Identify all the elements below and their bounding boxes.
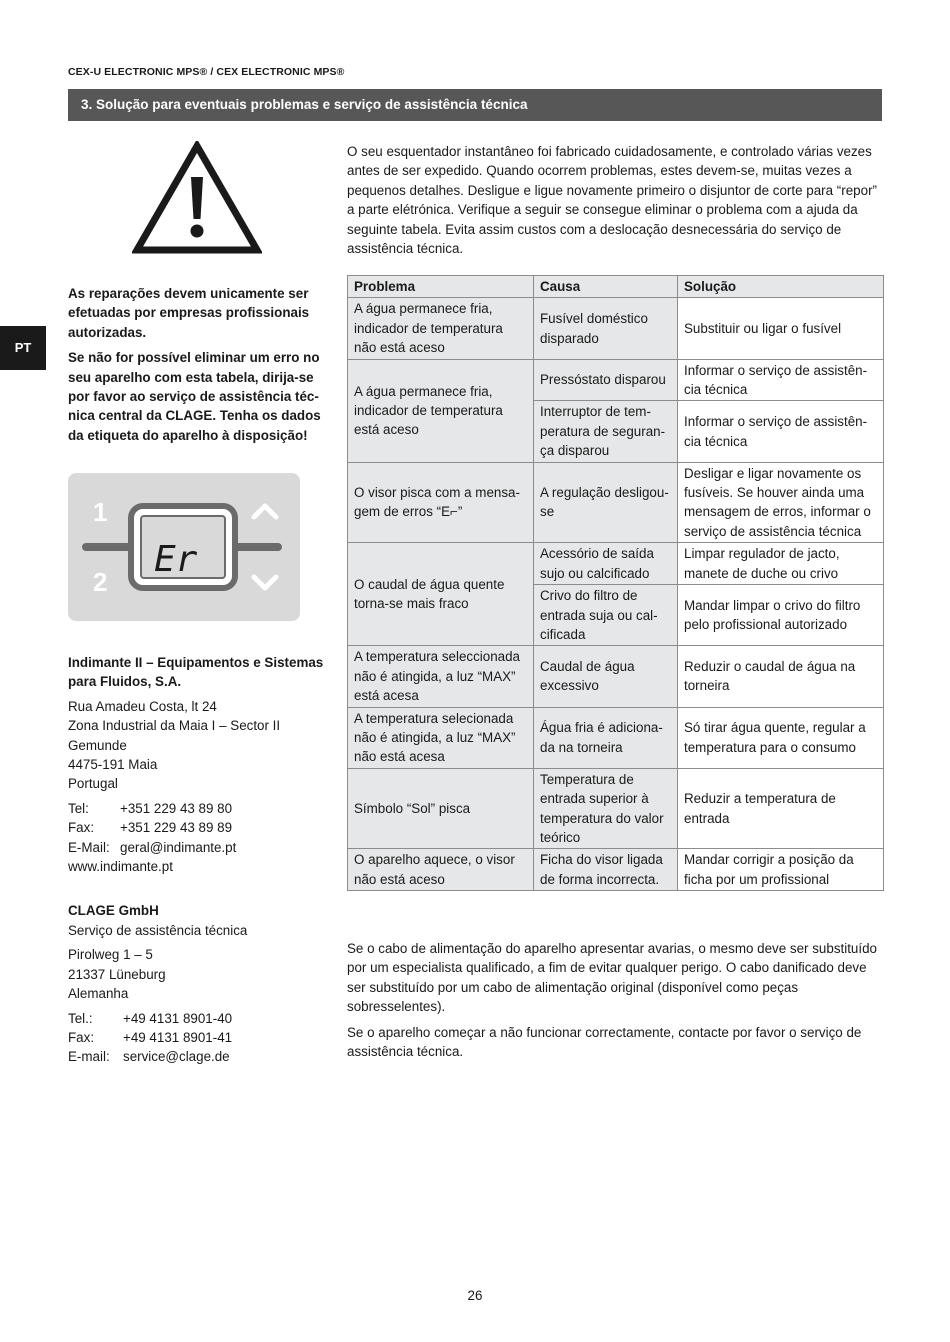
cause-cell: Temperatura de entrada superior à temperatura do valor teórico — [534, 768, 678, 849]
device-display-illustration — [68, 473, 300, 621]
cause-cell: Água fria é adicionada na torneira — [534, 707, 678, 768]
email-value: service@clage.de — [123, 1049, 230, 1065]
contact-pt-details — [68, 799, 338, 877]
repair-warning-p2: Se não for possível eliminar um erro no seu aparelho com esta tabela, dirija-se por favor ao serviço de assistência técnica central da CLAGE. Tenha os dados da etiqueta do aparelho à disposição! — [68, 350, 321, 443]
tel-label: Tel: — [68, 800, 89, 816]
contact-de-address — [68, 945, 338, 1003]
solution-cell: Limpar regulador de jacto, manete de duche ou crivo — [678, 543, 884, 585]
table-row — [348, 359, 884, 401]
power-cable-note: Se o cabo de alimentação do aparelho apresentar avarias, o mesmo deve ser substituído por um especialista qualificado, a fim de evitar qualquer perigo. O cabo danificado deve ser substituído por um cabo de alimentação original (disponível como peças sobresselentes). — [347, 941, 877, 1015]
display-error-code: Er — [154, 539, 198, 580]
contact-pt-name: Indimante II – Equipamentos e Sistemas para Fluidos, S.A. — [68, 655, 324, 690]
email-label: E-mail: — [68, 1049, 110, 1065]
address-line: Portugal — [68, 776, 118, 792]
problem-cell: A água permanece fria, indicador de temperatura não está aceso — [348, 298, 534, 359]
table-header-cause: Causa — [534, 276, 678, 298]
tel-value: +351 229 43 89 80 — [120, 800, 233, 816]
solution-cell: Reduzir o caudal de água na torneira — [678, 646, 884, 707]
table-row — [348, 768, 884, 849]
section-title: 3. Solução para eventuais problemas e serviço de assistência técnica — [68, 89, 882, 121]
problem-cell: A temperatura seleccionada não é atingida, a luz “MAX” está acesa — [348, 646, 534, 707]
cause-cell: Acessório de saída sujo ou calcificado — [534, 543, 678, 585]
table-row — [348, 707, 884, 768]
problem-cell: Símbolo “Sol” pisca — [348, 768, 534, 849]
troubleshooting-table — [347, 275, 884, 891]
contact-de-details — [68, 1009, 338, 1067]
address-line: Zona Industrial da Maia I – Sector II — [68, 718, 281, 734]
after-table-notes — [347, 939, 883, 1067]
address-line: 21337 Lüneburg — [68, 966, 166, 982]
solution-cell: Substituir ou ligar o fusível — [678, 298, 884, 359]
address-line: Gemunde — [68, 737, 127, 753]
problem-cell: O aparelho aquece, o visor não está aceso — [348, 849, 534, 891]
table-row — [348, 298, 884, 359]
contacts-block — [68, 653, 338, 1072]
problem-cell: O visor pisca com a mensagem de erros “E⌐” — [348, 462, 534, 543]
cause-cell: Pressóstato disparou — [534, 359, 678, 401]
solution-cell: Informar o serviço de assistência técnica — [678, 359, 884, 401]
table-row — [348, 462, 884, 543]
product-line-header: CEX-U ELECTRONIC MPS® / CEX ELECTRONIC MPS® — [68, 66, 345, 78]
problem-cell: A água permanece fria, indicador de temperatura está aceso — [348, 359, 534, 462]
solution-cell: Só tirar água quente, regular a temperatura para o consumo — [678, 707, 884, 768]
cause-cell: Caudal de água excessivo — [534, 646, 678, 707]
email-label: E-Mail: — [68, 839, 110, 855]
table-row — [348, 646, 884, 707]
fax-value: +49 4131 8901-41 — [123, 1029, 233, 1045]
problem-cell: A temperatura selecionada não é atingida, a luz “MAX” não está acesa — [348, 707, 534, 768]
chevron-down-icon — [254, 577, 276, 588]
fax-label: Fax: — [68, 1029, 95, 1045]
cause-cell: A regulação desligou-se — [534, 462, 678, 543]
solution-cell: Informar o serviço de assistência técnica — [678, 401, 884, 462]
contact-de-name: CLAGE GmbH — [68, 903, 159, 919]
display-panel-graphic — [68, 473, 300, 621]
tel-label: Tel.: — [68, 1010, 93, 1026]
chevron-up-icon — [254, 506, 276, 517]
page-number: 26 — [467, 1288, 483, 1303]
display-label-2: 2 — [93, 567, 108, 597]
intro-paragraph: O seu esquentador instantâneo foi fabricado cuidadosamente, e controlado várias vezes antes de ser expedido. Quando ocorrem problemas, estes devem-se, muitas vezes a pequenos detalhes. Desligue e ligue novamente primeiro o disjuntor de corte para “repor” a parte elétrónica. Verifique a seguir se consegue eliminar o problema com a ajuda da seguinte tabela. Evita assim custos com a deslocação desnecessária do serviço de assistência técnica. — [347, 144, 877, 257]
warning-triangle-icon — [132, 141, 262, 255]
contact-service-note: Se o aparelho começar a não funcionar correctamente, contacte por favor o serviço de assistência técnica. — [347, 1024, 862, 1060]
cause-cell: Fusível doméstico disparado — [534, 298, 678, 359]
display-label-1: 1 — [93, 497, 108, 527]
repair-warning — [68, 284, 330, 451]
cause-cell: Crivo do filtro de entrada suja ou calcificada — [534, 585, 678, 646]
solution-cell: Desligar e ligar novamente os fusíveis. Se houver ainda uma mensagem de erros, informar o serviço de assistência técnica — [678, 462, 884, 543]
table-header-problem: Problema — [348, 276, 534, 298]
solution-cell: Mandar limpar o crivo do filtro pelo profissional autorizado — [678, 585, 884, 646]
fax-label: Fax: — [68, 820, 95, 836]
contact-pt-address — [68, 697, 338, 794]
language-tab: PT — [0, 326, 46, 370]
fax-value: +351 229 43 89 89 — [120, 820, 233, 836]
table-header-solution: Solução — [678, 276, 884, 298]
address-line: Alemanha — [68, 986, 129, 1002]
address-line: Rua Amadeu Costa, lt 24 — [68, 698, 217, 714]
table-row — [348, 849, 884, 891]
cause-cell: Interruptor de temperatura de segurança disparou — [534, 401, 678, 462]
contact-de-subtitle: Serviço de assistência técnica — [68, 922, 248, 938]
email-value: geral@indimante.pt — [120, 839, 237, 855]
address-line: 4475-191 Maia — [68, 757, 158, 773]
problem-cell: O caudal de água quente torna-se mais fraco — [348, 543, 534, 646]
cause-cell: Ficha do visor ligada de forma incorrecta. — [534, 849, 678, 891]
solution-cell: Mandar corrigir a posição da ficha por um profissional — [678, 849, 884, 891]
solution-cell: Reduzir a temperatura de entrada — [678, 768, 884, 849]
tel-value: +49 4131 8901-40 — [123, 1010, 233, 1026]
address-line: Pirolweg 1 – 5 — [68, 947, 153, 963]
table-row — [348, 543, 884, 585]
repair-warning-p1: As reparações devem unicamente ser efetuadas por empresas profissionais autorizadas. — [68, 286, 310, 340]
contact-de-header — [68, 901, 338, 940]
website-value: www.indimante.pt — [68, 859, 173, 875]
